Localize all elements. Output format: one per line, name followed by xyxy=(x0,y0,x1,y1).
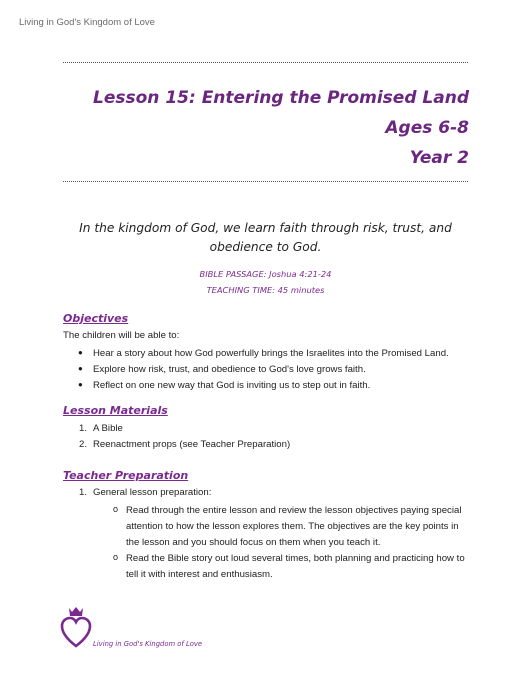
crown-heart-logo-icon xyxy=(60,604,92,655)
preparation-subline: attention to how the lesson explores them. The objectives are the key points in xyxy=(126,521,459,532)
running-head: Living in God's Kingdom of Love xyxy=(19,17,155,28)
objective-item xyxy=(0,345,532,362)
bottom-dotted-divider xyxy=(63,181,468,182)
objective-text: Reflect on one new way that God is inviting us to step out in faith. xyxy=(93,380,371,391)
material-text: Reenactment props (see Teacher Preparation) xyxy=(93,439,291,450)
lesson-title: Lesson 15: Entering the Promised Land xyxy=(93,88,469,108)
theme-statement: In the kingdom of God, we learn faith through risk, trust, and obedience to God. xyxy=(79,221,452,254)
preparation-subline: tell it with interest and enthusiasm. xyxy=(126,569,273,580)
list-number: 2. xyxy=(79,439,88,450)
list-number: 1. xyxy=(79,423,88,434)
objective-text: Explore how risk, trust, and obedience to God's love grows faith. xyxy=(93,364,366,375)
top-dotted-divider xyxy=(63,62,468,63)
bullet-icon: ● xyxy=(78,380,83,389)
objective-item xyxy=(0,377,532,394)
objectives-intro: The children will be able to: xyxy=(63,330,180,341)
objective-item xyxy=(0,361,532,378)
materials-heading: Lesson Materials xyxy=(63,404,168,417)
sub-item-marker: o xyxy=(113,504,119,514)
preparation-heading: Teacher Preparation xyxy=(63,469,189,482)
teaching-time: TEACHING TIME: 45 minutes xyxy=(206,285,325,295)
sub-item-marker: o xyxy=(113,552,119,562)
curriculum-year: Year 2 xyxy=(409,148,469,168)
preparation-text: General lesson preparation: xyxy=(93,487,212,498)
material-text: A Bible xyxy=(93,423,123,434)
preparation-subline: Read the Bible story out loud several times, both planning and practicing how to xyxy=(126,553,465,564)
preparation-subline: the lesson and you should focus on them when you teach it. xyxy=(126,537,381,548)
preparation-item xyxy=(0,484,532,501)
preparation-subline: Read through the entire lesson and review the lesson objectives paying special xyxy=(126,505,462,516)
bible-passage: BIBLE PASSAGE: Joshua 4:21-24 xyxy=(199,269,332,279)
bullet-icon: ● xyxy=(78,348,83,357)
objectives-heading: Objectives xyxy=(63,312,129,325)
material-item xyxy=(0,436,532,453)
list-number: 1. xyxy=(79,487,88,498)
material-item xyxy=(0,420,532,437)
objective-text: Hear a story about how God powerfully brings the Israelites into the Promised Land. xyxy=(93,348,449,359)
bullet-icon: ● xyxy=(78,364,83,373)
age-range: Ages 6-8 xyxy=(385,118,469,138)
footer-text: Living in God's Kingdom of Love xyxy=(93,640,203,648)
